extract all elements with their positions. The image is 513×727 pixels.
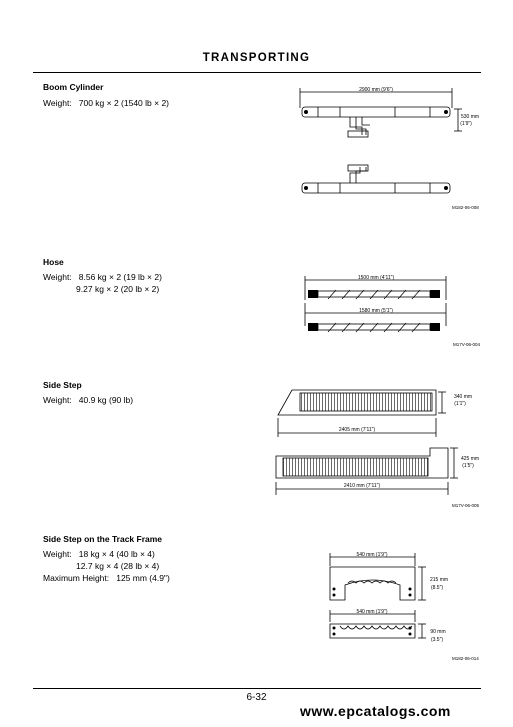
page-number: 6-32 <box>246 692 267 703</box>
figure-code-track-step: M182-06-014 <box>452 656 479 661</box>
side-step-weight: Weight: 40.9 kg (90 lb) <box>43 395 134 405</box>
track-step-max-height: Maximum Height: 125 mm (4.9") <box>43 573 170 583</box>
watermark-link[interactable]: www.epcatalogs.com <box>300 703 451 719</box>
figure-code-side-step: M17V-06-005 <box>452 503 480 508</box>
dim-hose-1: 1500 mm (4'11") <box>357 275 395 281</box>
dim-side-step-height-2: 425 mm <box>460 456 480 462</box>
dim-boom-height-imperial: (1'9") <box>460 121 472 127</box>
dim-boom-height: 530 mm <box>460 114 480 120</box>
dim-side-step-length-1: 2405 mm (7'11") <box>338 427 376 433</box>
dim-hose-2: 1580 mm (5'1") <box>359 308 393 314</box>
dim-track-step-width-2: 540 mm (1'9") <box>356 609 388 615</box>
dim-track-step-height-2-imperial: (3.5") <box>430 637 444 643</box>
track-step-weight-1: Weight: 18 kg × 4 (40 lb × 4) <box>43 549 155 559</box>
dim-side-step-height-imperial: (1'1") <box>454 401 466 407</box>
dim-side-step-height-2-imperial: (1'5") <box>462 463 474 469</box>
dim-boom-length: 2900 mm (9'6") <box>359 87 393 93</box>
dim-side-step-length-2: 2410 mm (7'11") <box>343 483 381 489</box>
hose-weight-2: 9.27 kg × 2 (20 lb × 2) <box>43 284 160 294</box>
figure-code-boom: M182-06-008 <box>452 205 479 210</box>
page-title: TRANSPORTING <box>202 52 311 64</box>
boom-cylinder-weight: Weight: 700 kg × 2 (1540 lb × 2) <box>43 98 170 108</box>
footer-rule <box>33 688 481 689</box>
figure-code-hose: M17V-06-004 <box>453 342 481 347</box>
hose-weight-1: Weight: 8.56 kg × 2 (19 lb × 2) <box>43 272 162 282</box>
dim-track-step-width-1: 540 mm (1'9") <box>356 552 388 558</box>
dim-track-step-height-1: 215 mm <box>429 577 449 583</box>
dim-side-step-height: 340 mm <box>453 394 473 400</box>
section-title-boom-cylinder: Boom Cylinder <box>43 82 104 92</box>
section-title-side-step: Side Step <box>43 380 82 390</box>
dim-track-step-height-1-imperial: (8.5") <box>430 585 444 591</box>
track-step-weight-2: 12.7 kg × 4 (28 lb × 4) <box>43 561 160 571</box>
dim-track-step-height-2: 90 mm <box>430 629 446 635</box>
section-title-track-frame-step: Side Step on the Track Frame <box>43 534 163 544</box>
section-title-hose: Hose <box>43 257 64 267</box>
